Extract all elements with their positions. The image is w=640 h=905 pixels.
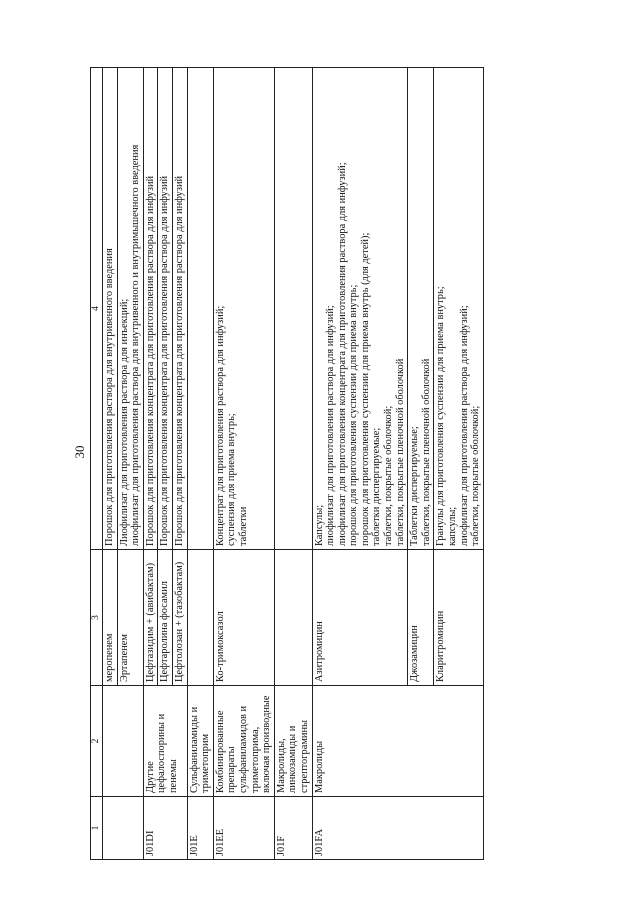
dosage-forms-cell bbox=[117, 68, 143, 550]
dosage-forms-cell bbox=[408, 68, 434, 550]
column-header-1: 1 bbox=[91, 797, 103, 860]
page-number: 30 bbox=[72, 445, 87, 459]
table-row bbox=[213, 68, 274, 860]
dosage-form-line: таблетки, покрытые пленочной оболочкой bbox=[394, 358, 406, 546]
dosage-forms-cell bbox=[213, 68, 274, 550]
drug-name-cell: Ко-тримоксазол bbox=[213, 550, 274, 686]
drug-name-cell: Эртапенем bbox=[117, 550, 143, 686]
drug-name-cell: Цефтолозан + (тазобактам) bbox=[172, 550, 187, 686]
atc-code-cell: J01E bbox=[187, 797, 213, 860]
atc-code-cell: J01FA bbox=[312, 797, 483, 860]
dosage-form-line: порошок для приготовления суспензии для приема внутрь; bbox=[348, 284, 360, 546]
atc-code-cell: J01DI bbox=[143, 797, 187, 860]
drug-name-cell: Азитромицин bbox=[312, 550, 408, 686]
dosage-form-line: Порошок для приготовления концентрата для приготовления раствора для инфузий bbox=[173, 175, 185, 546]
group-name-cell: Комбинированные препараты сульфаниламидов и триметоприма, включая производные bbox=[213, 686, 274, 797]
dosage-form-line: порошок для приготовления суспензии для приема внутрь (для детей); bbox=[359, 232, 371, 546]
atc-code-cell bbox=[103, 797, 144, 860]
dosage-form-line: Концентрат для приготовления раствора для инфузий; bbox=[214, 305, 226, 546]
table-row bbox=[143, 68, 158, 860]
dosage-form-line: таблетки bbox=[237, 506, 249, 546]
dosage-form-line: Порошок для приготовления концентрата для приготовления раствора для инфузий bbox=[159, 175, 171, 546]
dosage-forms-cell bbox=[172, 68, 187, 550]
dosage-form-line: лиофилизат для приготовления раствора для внутривенного и внутримышечного введения bbox=[130, 144, 142, 546]
dosage-forms-cell bbox=[143, 68, 158, 550]
dosage-form-line: Лиофилизат для приготовления раствора для инъекций; bbox=[118, 298, 130, 546]
dosage-forms-cell bbox=[187, 68, 213, 550]
dosage-forms-cell bbox=[158, 68, 173, 550]
drug-name-cell: Джозамицин bbox=[408, 550, 434, 686]
medicines-table bbox=[90, 67, 484, 860]
group-name-cell bbox=[103, 686, 144, 797]
dosage-form-line: Таблетки диспергируемые; bbox=[409, 426, 421, 546]
table-row bbox=[274, 68, 312, 860]
atc-code-cell: J01F bbox=[274, 797, 312, 860]
atc-code-cell: J01EE bbox=[213, 797, 274, 860]
dosage-form-line: лиофилизат для приготовления раствора для инфузий; bbox=[458, 305, 470, 546]
dosage-forms-cell bbox=[434, 68, 483, 550]
dosage-form-line: Гранулы для приготовления суспензии для приема внутрь; bbox=[435, 286, 447, 546]
group-name-cell: Сульфаниламиды и триметоприм bbox=[187, 686, 213, 797]
dosage-form-line: таблетки, покрытые оболочкой; bbox=[383, 405, 395, 546]
dosage-form-line: суспензия для приема внутрь; bbox=[226, 413, 238, 546]
dosage-forms-cell bbox=[274, 68, 312, 550]
drug-name-cell: Цефтазидим + (авибактам) bbox=[143, 550, 158, 686]
drug-name-cell bbox=[187, 550, 213, 686]
table-row bbox=[312, 68, 408, 860]
group-name-cell: Макролиды, линкозамиды и стрептограмины bbox=[274, 686, 312, 797]
drug-name-cell: Цефтаролина фосамил bbox=[158, 550, 173, 686]
group-name-cell: Макролиды bbox=[312, 686, 483, 797]
table-row bbox=[187, 68, 213, 860]
rotated-landscape-page bbox=[90, 67, 542, 860]
dosage-forms-cell bbox=[312, 68, 408, 550]
dosage-forms-cell bbox=[103, 68, 118, 550]
dosage-form-line: лиофилизат для приготовления концентрата для приготовления раствора для инфузий; bbox=[336, 162, 348, 546]
dosage-form-line: таблетки, покрытые оболочкой; bbox=[470, 405, 482, 546]
dosage-form-line: капсулы; bbox=[447, 506, 459, 546]
table-row bbox=[103, 68, 118, 860]
column-header-4: 4 bbox=[91, 68, 103, 550]
dosage-form-line: Капсулы; bbox=[313, 504, 325, 546]
dosage-form-line: таблетки, покрытые пленочной оболочкой bbox=[420, 358, 432, 546]
dosage-form-line: лиофилизат для приготовления раствора для инфузий; bbox=[325, 305, 337, 546]
column-header-2: 2 bbox=[91, 686, 103, 797]
group-name-cell: Другие цефалоспорины и пенемы bbox=[143, 686, 187, 797]
column-header-3: 3 bbox=[91, 550, 103, 686]
dosage-form-line: Порошок для приготовления концентрата для приготовления раствора для инфузий bbox=[144, 175, 156, 546]
table-header-row bbox=[91, 68, 103, 860]
drug-name-cell bbox=[274, 550, 312, 686]
dosage-form-line: Порошок для приготовления раствора для внутривенного введения bbox=[104, 248, 115, 546]
dosage-form-line: таблетки диспергируемые; bbox=[371, 427, 383, 546]
drug-name-cell: меропенем bbox=[103, 550, 118, 686]
drug-name-cell: Кларитромицин bbox=[434, 550, 483, 686]
